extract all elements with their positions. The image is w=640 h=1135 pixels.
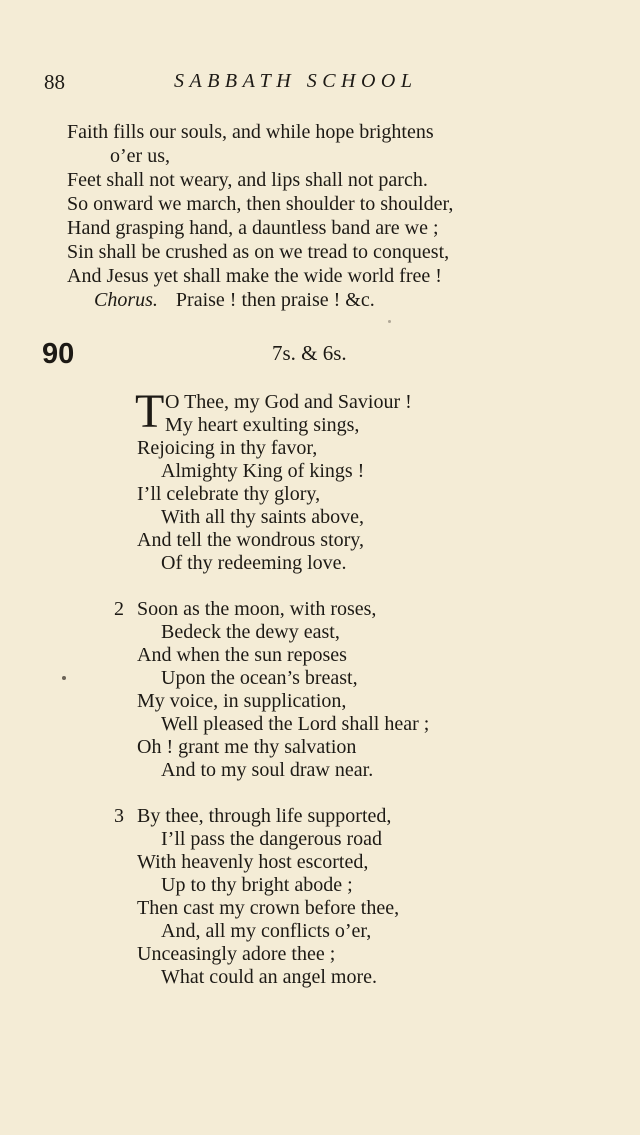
hymn-number: 90 — [42, 338, 75, 370]
ink-speck — [388, 320, 391, 323]
verse-line: O Thee, my God and Saviour ! — [165, 391, 412, 413]
verse-line: And Jesus yet shall make the wide world free ! — [67, 265, 442, 287]
verse-line: With all thy saints above, — [161, 506, 365, 528]
verse-line: Upon the ocean’s breast, — [161, 667, 358, 689]
hymn-meter: 7s. & 6s. — [272, 341, 347, 365]
verse-line: My heart exulting sings, — [165, 414, 360, 436]
drop-cap: T — [135, 385, 165, 438]
verse-line: Well pleased the Lord shall hear ; — [161, 713, 430, 735]
page-number: 88 — [44, 70, 65, 94]
verse-line: By thee, through life supported, — [137, 805, 392, 827]
verse-line: Almighty King of kings ! — [161, 460, 365, 482]
verse-line: Then cast my crown before thee, — [137, 897, 400, 919]
verse-line: Oh ! grant me thy salvation — [137, 736, 357, 758]
verse-line: And to my soul draw near. — [161, 759, 374, 781]
verse-line: Unceasingly adore thee ; — [137, 943, 336, 965]
verse-line: And, all my conflicts o’er, — [161, 920, 372, 942]
running-head: SABBATH SCHOOL — [174, 70, 418, 92]
verse-line: Of thy redeeming love. — [161, 552, 347, 574]
chorus-line — [94, 288, 375, 312]
verse-line: Rejoicing in thy favor, — [137, 437, 318, 459]
stanza-number: 2 — [114, 598, 124, 620]
verse-line: And when the sun reposes — [137, 644, 347, 666]
verse-line: Hand grasping hand, a dauntless band are we ; — [67, 217, 439, 239]
verse-line: My voice, in supplication, — [137, 690, 347, 712]
verse-line: I’ll celebrate thy glory, — [137, 483, 321, 505]
page-header — [44, 70, 600, 100]
verse-line: Sin shall be crushed as on we tread to conquest, — [67, 241, 450, 263]
verse-line: And tell the wondrous story, — [137, 529, 365, 551]
chorus-text: Praise ! then praise ! &c. — [175, 289, 375, 311]
verse-line: o’er us, — [110, 145, 170, 167]
ink-speck — [62, 676, 66, 680]
verse-line: Soon as the moon, with roses, — [137, 598, 377, 620]
chorus-label: Chorus. — [94, 289, 158, 311]
verse-line: With heavenly host escorted, — [137, 851, 369, 873]
verse-line: Faith fills our souls, and while hope brightens — [67, 121, 434, 143]
verse-line: So onward we march, then shoulder to shoulder, — [67, 193, 454, 215]
verse-line: Up to thy bright abode ; — [161, 874, 353, 896]
stanza-number: 3 — [114, 805, 124, 827]
verse-line: What could an angel more. — [161, 966, 378, 988]
verse-line: Bedeck the dewy east, — [161, 621, 340, 643]
verse-line: I’ll pass the dangerous road — [161, 828, 383, 850]
verse-line: Feet shall not weary, and lips shall not parch. — [67, 169, 428, 191]
